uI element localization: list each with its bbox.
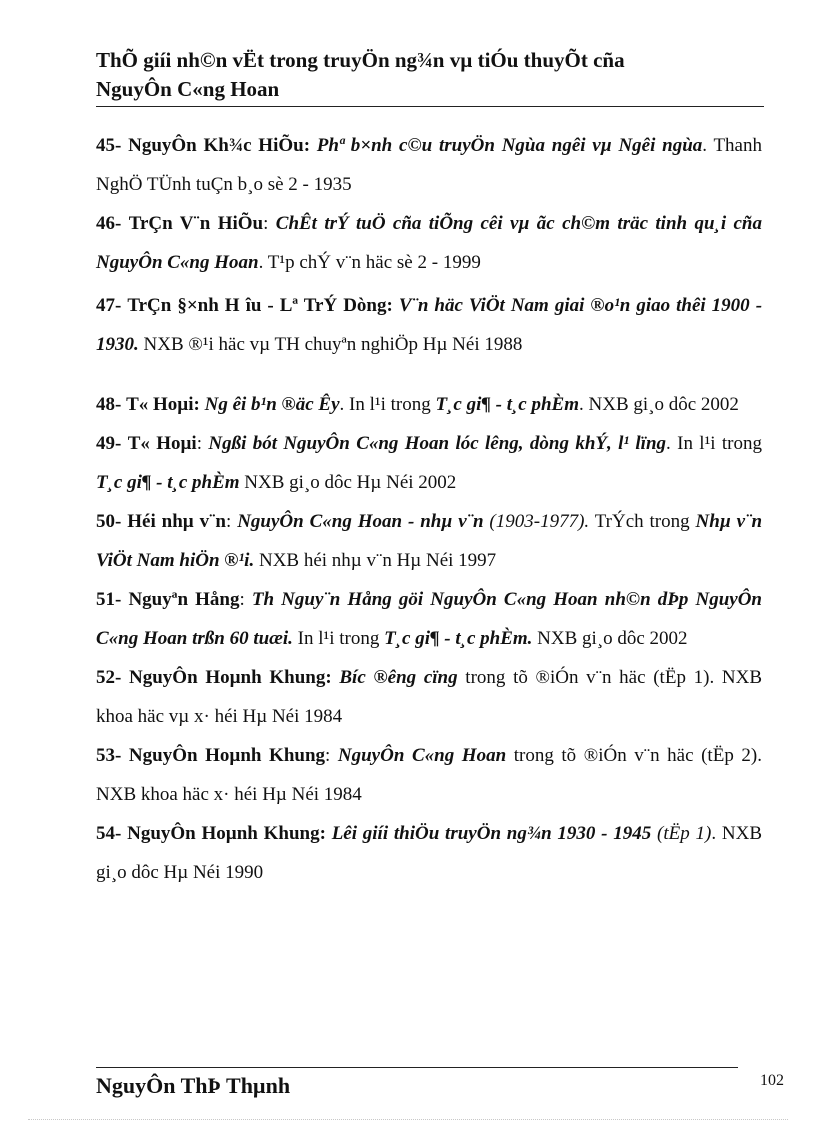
footer-author: NguyÔn ThÞ Thµnh bbox=[96, 1073, 291, 1098]
ref-publication: . NXB gi¸o dôc 2002 bbox=[579, 394, 739, 415]
ref-colon: : bbox=[196, 433, 202, 454]
reference-item-52 bbox=[96, 658, 762, 736]
ref-title: V¨n häc ViÖt Nam giai ®o¹n giao thêi 1900 - 1930. bbox=[96, 295, 763, 355]
reference-item-53 bbox=[96, 736, 762, 814]
ref-colon: : bbox=[325, 745, 331, 766]
ref-author: NguyÔn Kh¾c HiÕu: bbox=[128, 135, 311, 156]
header-line-2: NguyÔn C«ng Hoan bbox=[96, 77, 280, 101]
ref-author: NguyÔn Hoµnh Khung: bbox=[127, 823, 326, 844]
ref-collection-title: T¸c gi¶ - t¸c phÈm bbox=[435, 394, 579, 415]
reference-item-46 bbox=[96, 204, 762, 282]
reference-item-48 bbox=[96, 385, 762, 424]
ref-title: NguyÔn C«ng Hoan - nhµ v¨n bbox=[237, 511, 484, 532]
ref-volume: (tËp 1) bbox=[651, 823, 712, 844]
ref-publication: NXB gi¸o dôc Hµ Néi 2002 bbox=[239, 472, 457, 493]
ref-colon: : bbox=[239, 589, 245, 610]
header-line-1: ThÕ giíi nh©n vËt trong truyÖn ng¾n vµ tiÓu thuyÕt cña bbox=[96, 48, 625, 72]
ref-number: 48- bbox=[96, 394, 122, 415]
ref-publication: . NXB gi¸o dôc Hµ Néi 1990 bbox=[96, 823, 762, 883]
ref-title: Ngßi bót NguyÔn C«ng Hoan lóc lêng, dòng khÝ, l¹ lïng bbox=[208, 433, 667, 454]
page-number: 102 bbox=[760, 1072, 784, 1089]
ref-number: 50- bbox=[96, 511, 122, 532]
ref-number: 45- bbox=[96, 135, 122, 156]
ref-title: Lêi giíi thiÖu truyÖn ng¾n 1930 - 1945 bbox=[331, 823, 652, 844]
ref-number: 52- bbox=[96, 667, 122, 688]
ref-number: 49- bbox=[96, 433, 122, 454]
ref-author: NguyÔn Hoµnh Khung bbox=[128, 745, 326, 766]
ref-collection-title: T¸c gi¶ - t¸c phÈm bbox=[96, 472, 240, 493]
ref-author: T« Hoµi: bbox=[126, 394, 200, 415]
ref-reprint-note: In l¹i trong bbox=[292, 628, 385, 649]
reference-item-51 bbox=[96, 580, 762, 658]
ref-author: TrÇn §×nh H îu - Lª TrÝ Dòng: bbox=[127, 295, 393, 316]
ref-publication: NXB héi nhµ v¨n Hµ Néi 1997 bbox=[254, 550, 497, 571]
ref-number: 53- bbox=[96, 745, 122, 766]
ref-publication: . T¹p chÝ v¨n häc sè 2 - 1999 bbox=[258, 252, 481, 273]
ref-author: Nguyªn Hång bbox=[128, 589, 240, 610]
ref-years: (1903-1977). bbox=[483, 511, 590, 532]
ref-collection-title: T¸c gi¶ - t¸c phÈm. bbox=[384, 628, 533, 649]
ref-publication: trong tõ ®iÓn v¨n häc (tËp 1). NXB khoa häc vµ x· héi Hµ Néi 1984 bbox=[96, 667, 763, 727]
ref-colon: : bbox=[263, 213, 269, 234]
ref-number: 54- bbox=[96, 823, 122, 844]
reference-item-54 bbox=[96, 814, 762, 892]
ref-title: NguyÔn C«ng Hoan bbox=[337, 745, 507, 766]
ref-excerpt-note: TrÝch trong bbox=[589, 511, 696, 532]
reference-list bbox=[96, 126, 762, 892]
ref-reprint-note: . In l¹i trong bbox=[339, 394, 436, 415]
running-header bbox=[96, 46, 764, 107]
ref-author: NguyÔn Hoµnh Khung: bbox=[129, 667, 332, 688]
ref-author: TrÇn V¨n HiÕu bbox=[128, 213, 264, 234]
ref-number: 47- bbox=[96, 295, 122, 316]
reference-item-49 bbox=[96, 424, 762, 502]
footer-divider bbox=[96, 1067, 738, 1068]
reference-item-47 bbox=[96, 286, 762, 364]
ref-reprint-note: . In l¹i trong bbox=[666, 433, 763, 454]
ref-publication: NXB ®¹i häc vµ TH chuyªn nghiÖp Hµ Néi 1988 bbox=[138, 334, 523, 355]
ref-collection-title: Nhµ v¨n ViÖt Nam hiÖn ®¹i. bbox=[96, 511, 763, 571]
reference-item-50 bbox=[96, 502, 762, 580]
ref-title: ChÊt trÝ tuÖ cña tiÕng cêi vµ ãc ch©m träc tinh qu¸i cña NguyÔn C«ng Hoan bbox=[96, 213, 762, 273]
ref-colon: : bbox=[226, 511, 232, 532]
reference-item-45 bbox=[96, 126, 762, 204]
ref-author: T« Hoµi bbox=[127, 433, 197, 454]
ref-publication: NXB gi¸o dôc 2002 bbox=[532, 628, 688, 649]
ref-number: 46- bbox=[96, 213, 122, 234]
ref-title: Bíc ®êng cïng bbox=[339, 667, 458, 688]
ref-publication: trong tõ ®iÓn v¨n häc (tËp 2). NXB khoa häc x· héi Hµ Néi 1984 bbox=[96, 745, 762, 805]
ref-number: 51- bbox=[96, 589, 122, 610]
page-bottom-dotted-edge bbox=[28, 1119, 788, 1120]
ref-author: Héi nhµ v¨n bbox=[127, 511, 226, 532]
ref-title: Th Nguy¨n Hång göi NguyÔn C«ng Hoan nh©n dÞp NguyÔn C«ng Hoan trßn 60 tuæi. bbox=[96, 589, 762, 649]
ref-publication: . Thanh NghÖ TÜnh tuÇn b¸o sè 2 - 1935 bbox=[96, 135, 762, 195]
ref-title: Ng êi b¹n ®äc Êy bbox=[204, 394, 340, 415]
ref-title: Phª b×nh c©u truyÖn Ngùa ngêi vµ Ngêi ngùa bbox=[316, 135, 703, 156]
